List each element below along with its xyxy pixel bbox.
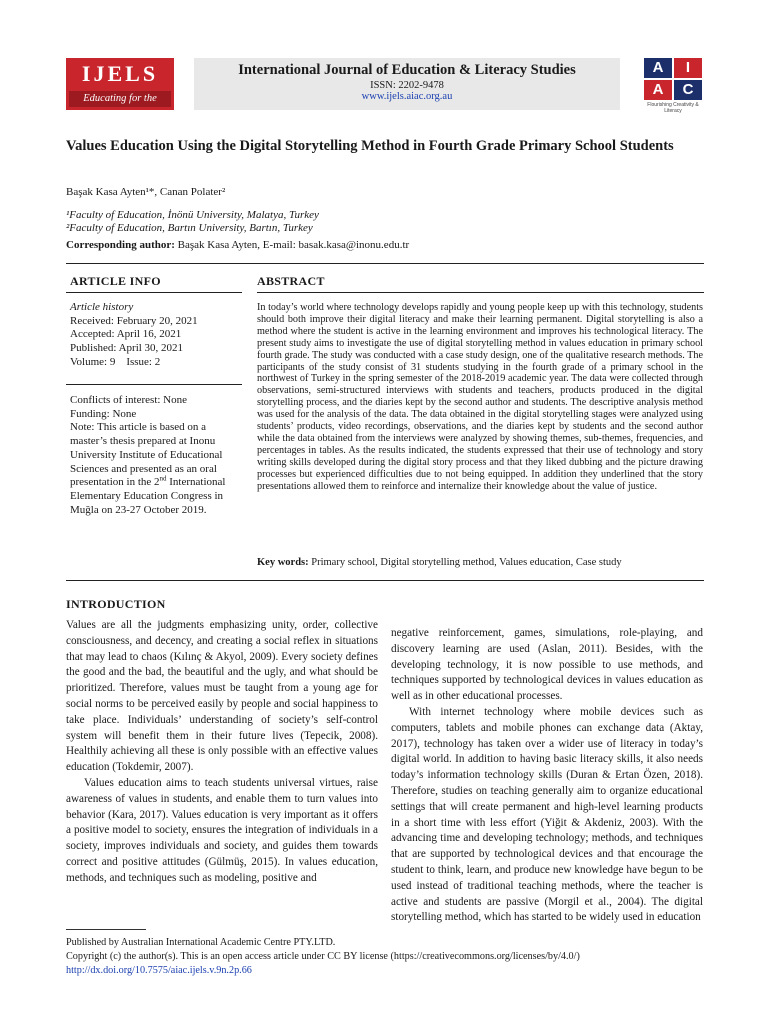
ijels-logo — [66, 58, 174, 120]
affiliation-2: ²Faculty of Education, Bartın University, Bartın, Turkey — [66, 222, 313, 234]
body-column-left — [66, 618, 378, 887]
corresponding-label: Corresponding author: — [66, 239, 175, 251]
article-info-divider — [66, 292, 242, 293]
published-date: Published: April 30, 2021 — [70, 342, 184, 355]
paragraph: With internet technology where mobile devices such as computers, tablets and mobile phones can exchange data (Aktay, 2017), technology has taken over a wider use of literacy in today’s digital world. In addition to having basic literacy skills, it also needs today’s information technology skills (Duran & Ertan Özen, 2018). Therefore, studies on teaching generally aim to organize educational settings that will create permanent and high-level learning products in a short time with less effort (Yiğit & Akdeniz, 2003). With the advancing time and developing technology; methods, and techniques that are supported by technological devices and that encourage the student to think, learn, and produce new knowledge have begun to be used instead of traditional teaching methods, where the teacher is active and students are passive (Morgil et al., 2004). The digital storytelling method, which has started to be widely used in education — [391, 705, 703, 924]
abstract-heading: ABSTRACT — [257, 274, 325, 288]
corresponding-author — [66, 239, 409, 251]
aiac-logo — [644, 58, 702, 114]
note-text-end: International Elementary Education Congress in Muğla on 23-27 October 2019. — [70, 476, 226, 516]
journal-url-link[interactable]: www.ijels.aiac.org.au — [361, 91, 453, 102]
volume-issue: Volume: 9 Issue: 2 — [70, 355, 161, 368]
received-date: Received: February 20, 2021 — [70, 314, 198, 327]
paragraph: Values are all the judgments emphasizing unity, order, collective consciousness, and decency, and creating a social reflex in situations that may lead to chaos (Kılınç & Akyol, 2009). Every society defines the good and the bad, the beautiful and the ugly, and what should be prioritized. Therefore, values must be taught from a young age for social norms to be perceived easily by people and social happiness to take place. Individuals’ understanding of society’s self-control system will benefit them in their future lives (Tepecik, 2008). Healthily achieving all these is only possible with an effective values education (Tokdemir, 2007). — [66, 619, 378, 774]
keywords-text: Primary school, Digital storytelling method, Values education, Case study — [308, 557, 622, 568]
abstract-text: In today’s world where technology develops rapidly and young people keep up with this technology, students should both improve their digital literacy and make their learning permanent. Digital storytelling is also a method where the student is active in the learning environment and improves his technological literacy. The present study aims to investigate the use of digital storytelling method in values education in primary school fourth grade. The study was conducted with a case study design, one of the qualitative research methods. The participants of the study consist of 31 students studying in the fourth grade of a primary school in the northwest of Turkey in the spring semester of the 2018-2019 academic year. The data were collected through observations, semi-structured interviews with students and teachers, products produced in the digital storytelling process, and the diaries kept by the second author and students. The descriptive analysis method was used for the analysis of the data. The data obtained in the digital storytelling stages were analyzed using students’ products, video recordings, observations, and the diaries kept by students and the second author while the data obtained from the interviews were analyzed by showing themes, sub-themes, frequencies, and percentages in tables. As the results indicated, the students expressed that their use of technology and story writing skills developed during the digital story process and that they liked dubbing and the picture drawing processes but experienced difficulties due to not being equipped. In addition they underlined that the story presentations allowed them to reinforce and internalize their knowledge about the value of justice. — [257, 302, 703, 492]
article-info-heading: ARTICLE INFO — [70, 274, 161, 288]
doi-link[interactable]: http://dx.doi.org/10.7575/aiac.ijels.v.9n.2p.66 — [66, 965, 252, 976]
aiac-logo-cell: A — [644, 80, 672, 100]
paper-title: Values Education Using the Digital Storytelling Method in Fourth Grade Primary School Students — [66, 138, 674, 154]
introduction-heading: INTRODUCTION — [66, 597, 166, 611]
paragraph: Values education aims to teach students universal virtues, raise awareness of values in students, and enable them to turn values into behavior (Kara, 2017). Values education is very important as it offers a positive model to society, ensures the integration of individuals in a society, improves individuals and society, and guides them towards correct and positive attitudes (Gülmüş, 2015). In values education, methods, and techniques such as modeling, positive and — [66, 776, 378, 884]
article-history — [70, 301, 198, 370]
footnote-divider — [66, 929, 146, 930]
paper-authors: Başak Kasa Ayten¹*, Canan Polater² — [66, 186, 226, 198]
article-notes — [70, 394, 242, 517]
abstract-divider — [257, 292, 704, 293]
top-divider — [66, 263, 704, 264]
ijels-logo-tagline: Educating for the Future — [69, 91, 171, 107]
affiliation-1: ¹Faculty of Education, İnönü University, Malatya, Turkey — [66, 209, 319, 221]
journal-info-box — [194, 58, 620, 110]
publisher-line: Published by Australian International Academic Centre PTY.LTD. — [66, 937, 336, 948]
paragraph: negative reinforcement, games, simulations, role-playing, and discovery learning are used (Aslan, 2011). Besides, with the developing technology, it is now possible to use methods, and techniques supported by technological devices in values education as well as in other educational processes. — [391, 627, 703, 703]
keywords-label: Key words: — [257, 557, 309, 568]
accepted-date: Accepted: April 16, 2021 — [70, 328, 182, 341]
corresponding-text: Başak Kasa Ayten, E-mail: basak.kasa@inonu.edu.tr — [174, 239, 410, 251]
page-footer — [66, 936, 580, 978]
copyright-line: Copyright (c) the author(s). This is an open access article under CC BY license (https://creativecommons.org/licenses/by/4.0/) — [66, 951, 580, 962]
funding: Funding: None — [70, 407, 137, 420]
journal-title: International Journal of Education & Literacy Studies — [238, 62, 576, 78]
note — [70, 421, 242, 517]
article-history-label: Article history — [70, 301, 134, 313]
note-text-start: Note: This article is based on a master’s thesis prepared at Inonu University Institute of Educational Sciences and presented as an oral presentation in the 2 — [70, 421, 223, 489]
body-column-right — [391, 626, 703, 926]
journal-header — [66, 58, 702, 120]
aiac-logo-cell: C — [674, 80, 702, 100]
aiac-logo-cell: A — [644, 58, 672, 78]
conflicts-of-interest: Conflicts of interest: None — [70, 394, 188, 406]
keywords — [257, 557, 622, 568]
journal-issn: ISSN: 2202-9478 — [370, 80, 444, 91]
aiac-logo-cell: I — [674, 58, 702, 78]
article-info-mid-divider — [66, 384, 242, 385]
note-superscript: nd — [159, 474, 167, 483]
ijels-logo-letters: IJELS — [81, 61, 159, 86]
bottom-divider — [66, 580, 704, 581]
aiac-logo-tagline: Flourishing Creativity & Literacy — [647, 102, 699, 114]
